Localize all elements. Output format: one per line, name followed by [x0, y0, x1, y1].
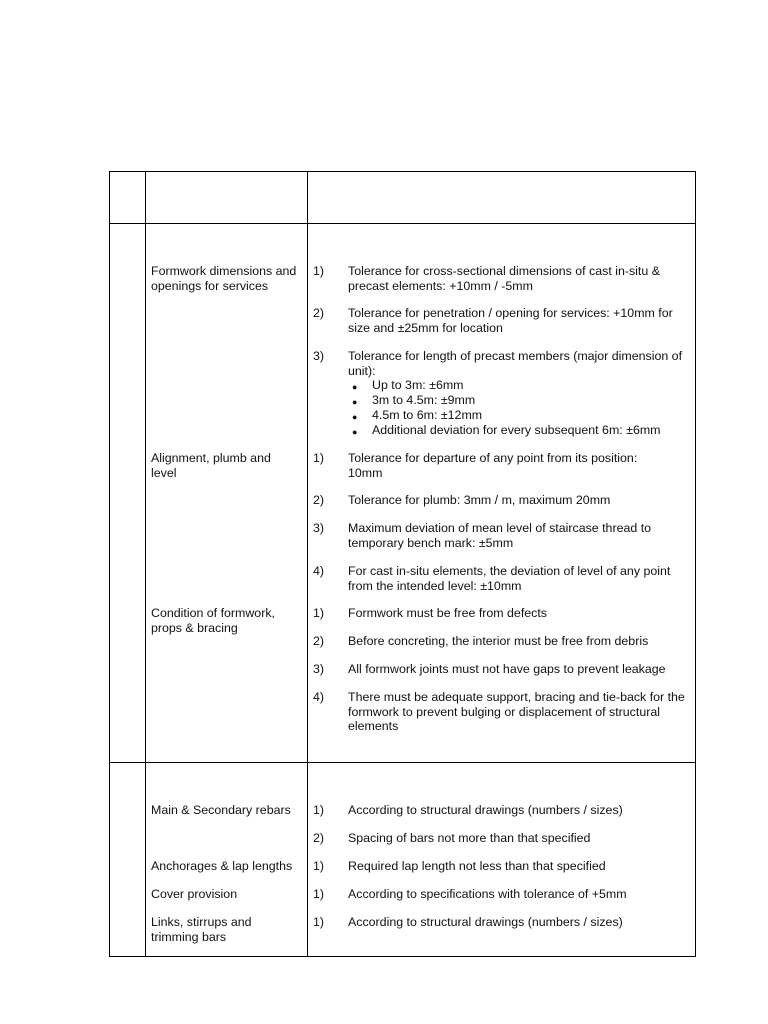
- bullet-icon: ●: [352, 382, 358, 392]
- item-number: 4): [313, 564, 325, 578]
- bullet-text: 4.5m to 6m: ±12mm: [372, 408, 483, 422]
- group-label-links-stirrups: Links, stirrups and trimming bars: [151, 915, 252, 944]
- group-label-formwork-dimensions: Formwork dimensions and openings for services: [151, 264, 297, 293]
- item-text: Formwork must be free from defects: [348, 606, 547, 620]
- bullet-text: 3m to 4.5m: ±9mm: [372, 393, 476, 407]
- item-text: According to structural drawings (numbers / sizes): [348, 803, 623, 817]
- item-number: 3): [313, 662, 325, 676]
- column-divider-1: [145, 172, 146, 956]
- item-text: All formwork joints must not have gaps to prevent leakage: [348, 662, 666, 676]
- group-label-alignment: Alignment, plumb and level: [151, 451, 271, 480]
- item-text: According to structural drawings (numbers / sizes): [348, 915, 623, 929]
- section-divider: [110, 762, 695, 763]
- item-number: 2): [313, 831, 325, 845]
- group-label-cover-provision: Cover provision: [151, 887, 238, 901]
- item-text: Tolerance for plumb: 3mm / m, maximum 20mm: [348, 493, 611, 507]
- item-number: 3): [313, 521, 325, 535]
- item-number: 1): [313, 606, 325, 620]
- item-text: For cast in-situ elements, the deviation of level of any point from the intended level: ±10mm: [348, 564, 671, 593]
- bullet-icon: ●: [352, 427, 358, 437]
- item-text: Tolerance for departure of any point from its position: 10mm: [348, 451, 638, 480]
- item-text: Before concreting, the interior must be free from debris: [348, 634, 649, 648]
- item-number: 2): [313, 493, 325, 507]
- item-number: 4): [313, 690, 325, 704]
- bullet-icon: ●: [352, 412, 358, 422]
- item-number: 2): [313, 634, 325, 648]
- item-number: 2): [313, 306, 325, 320]
- item-text: Required lap length not less than that specified: [348, 859, 606, 873]
- column-divider-2: [307, 172, 308, 956]
- item-text: Tolerance for length of precast members (major dimension of unit):: [348, 349, 683, 378]
- group-label-main-secondary-rebars: Main & Secondary rebars: [151, 803, 291, 817]
- item-number: 1): [313, 451, 325, 465]
- item-number: 1): [313, 915, 325, 929]
- bullet-text: Additional deviation for every subsequent 6m: ±6mm: [372, 423, 661, 437]
- bullet-icon: ●: [352, 397, 358, 407]
- item-text: Spacing of bars not more than that specified: [348, 831, 591, 845]
- item-number: 1): [313, 803, 325, 817]
- item-number: 1): [313, 859, 325, 873]
- header-row-divider: [110, 223, 695, 224]
- item-number: 3): [313, 349, 325, 363]
- group-label-anchorages-lap-lengths: Anchorages & lap lengths: [151, 859, 293, 873]
- item-number: 1): [313, 264, 325, 278]
- item-number: 1): [313, 887, 325, 901]
- item-text: According to specifications with tolerance of +5mm: [348, 887, 627, 901]
- bullet-text: Up to 3m: ±6mm: [372, 378, 464, 392]
- item-text: There must be adequate support, bracing and tie-back for the formwork to prevent bulging or displacement of structural elements: [348, 690, 685, 734]
- item-text: Tolerance for penetration / opening for services: +10mm for size and ±25mm for location: [348, 306, 673, 335]
- item-text: Maximum deviation of mean level of staircase thread to temporary bench mark: ±5mm: [348, 521, 652, 550]
- item-text: Tolerance for cross-sectional dimensions of cast in-situ & precast elements: +10mm / -5mm: [348, 264, 660, 293]
- group-label-condition-of-formwork: Condition of formwork, props & bracing: [151, 606, 275, 635]
